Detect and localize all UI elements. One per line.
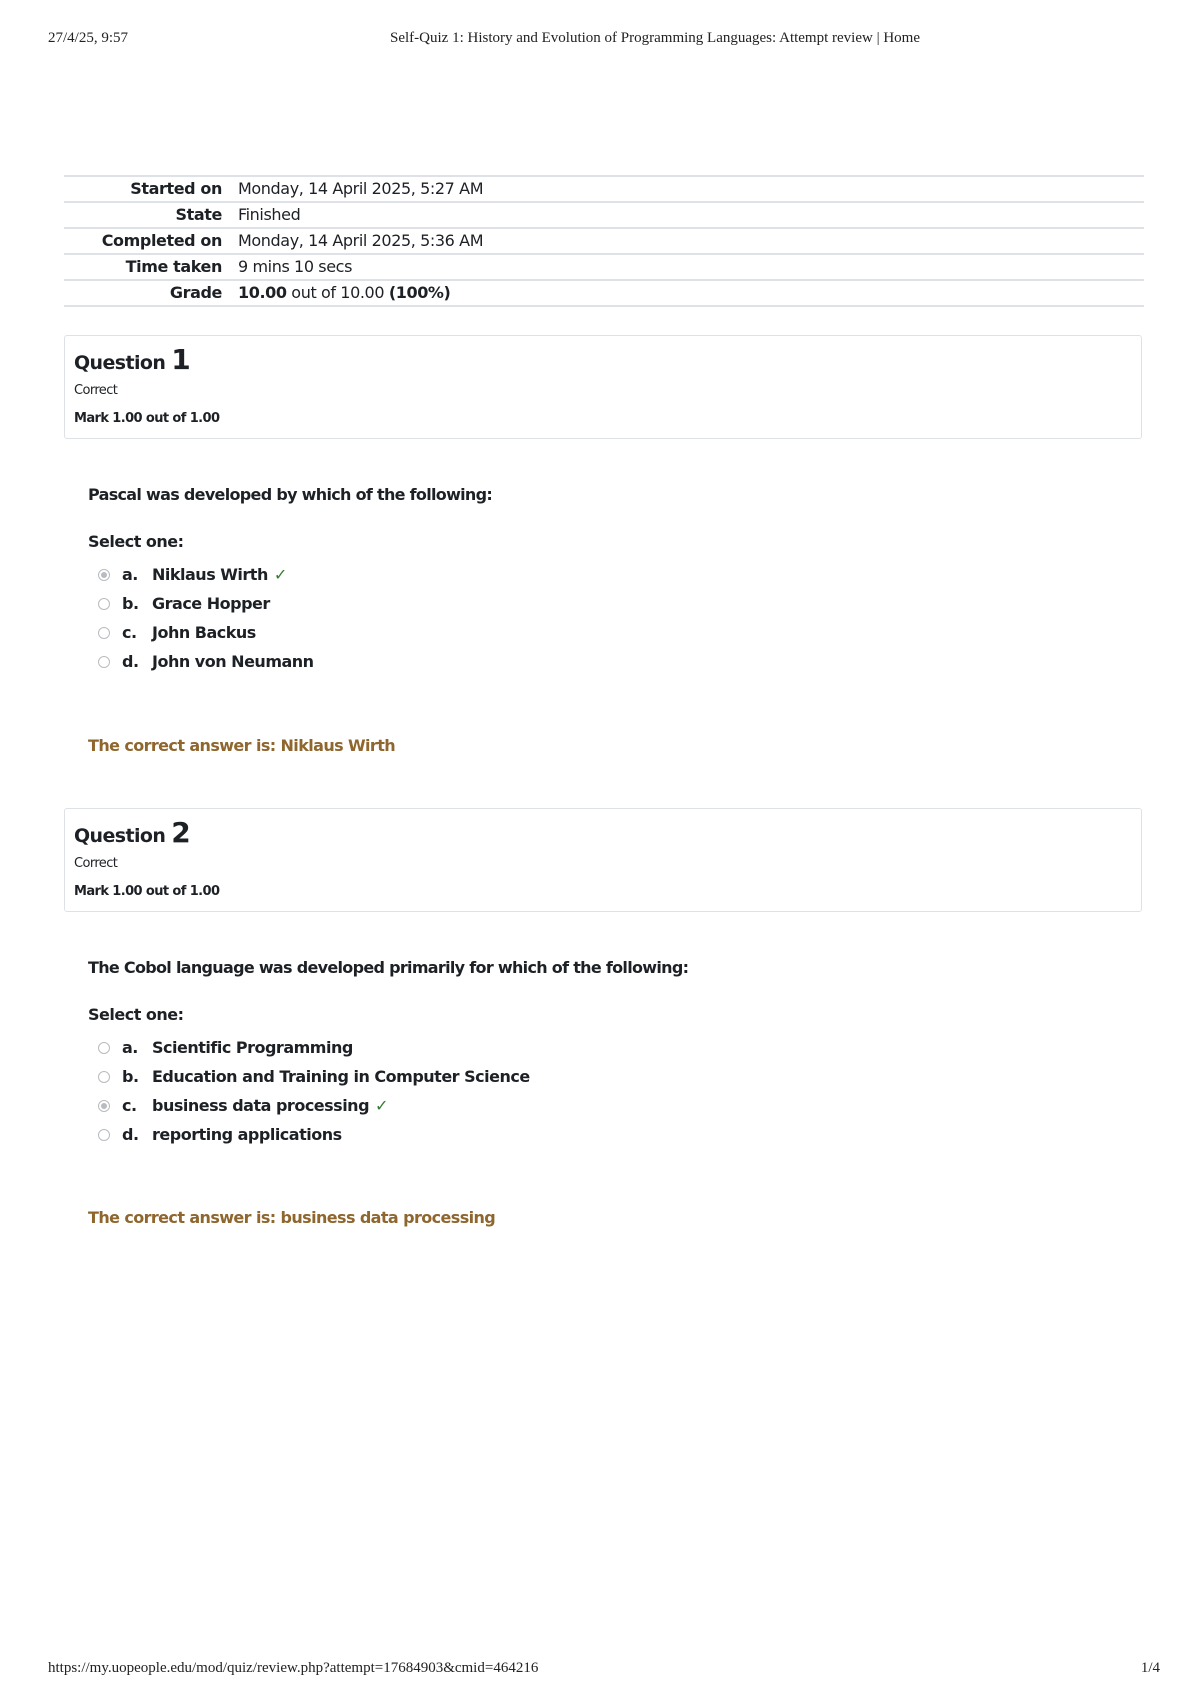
answer-list	[88, 1033, 1128, 1149]
summary-row-state	[64, 202, 1144, 228]
right-answer-feedback: The correct answer is: Niklaus Wirth	[88, 736, 396, 755]
question-number-value: 2	[171, 816, 191, 849]
check-icon: ✓	[273, 565, 287, 584]
question-2-info	[64, 808, 1142, 912]
answer-letter: d.	[122, 652, 139, 671]
answer-option[interactable]	[88, 618, 1128, 647]
radio-button[interactable]	[98, 656, 110, 668]
summary-value: Monday, 14 April 2025, 5:36 AM	[238, 228, 1144, 254]
radio-button[interactable]	[98, 1042, 110, 1054]
question-mark: Mark 1.00 out of 1.00	[74, 884, 220, 899]
summary-row-started	[64, 176, 1144, 202]
answer-option[interactable]	[88, 1062, 1128, 1091]
check-icon: ✓	[375, 1096, 388, 1115]
radio-button[interactable]	[98, 1071, 110, 1083]
summary-value: 9 mins 10 secs	[238, 254, 1144, 280]
answer-letter: d.	[122, 1125, 139, 1144]
radio-button-checked[interactable]	[98, 569, 110, 581]
answer-option[interactable]	[88, 560, 1128, 589]
answer-letter: c.	[122, 623, 137, 642]
answer-letter: c.	[122, 1096, 137, 1115]
select-one-prompt: Select one:	[88, 532, 184, 551]
question-number	[74, 344, 1132, 379]
answer-letter: b.	[122, 1067, 139, 1086]
question-number	[74, 817, 1132, 852]
question-1-content	[88, 483, 1128, 676]
summary-label: State	[64, 202, 238, 228]
answer-text: business data processing	[152, 1096, 370, 1115]
print-header-date: 27/4/25, 9:57	[48, 30, 129, 46]
answer-option[interactable]	[88, 1120, 1128, 1149]
print-header-title: Self-Quiz 1: History and Evolution of Programming Languages: Attempt review | Home	[390, 30, 920, 46]
summary-label: Time taken	[64, 254, 238, 280]
radio-button[interactable]	[98, 627, 110, 639]
right-answer-feedback: The correct answer is: business data processing	[88, 1208, 496, 1227]
attempt-summary-table	[64, 175, 1144, 307]
answer-option[interactable]	[88, 589, 1128, 618]
question-heading: Question	[74, 825, 172, 847]
question-state: Correct	[74, 383, 118, 398]
answer-text: Niklaus Wirth	[152, 565, 268, 584]
question-2-content	[88, 956, 1128, 1149]
answer-text: Grace Hopper	[152, 594, 270, 613]
radio-button[interactable]	[98, 1129, 110, 1141]
answer-text: Scientific Programming	[152, 1038, 353, 1057]
summary-row-grade	[64, 280, 1144, 306]
summary-label: Completed on	[64, 228, 238, 254]
answer-list	[88, 560, 1128, 676]
radio-button[interactable]	[98, 598, 110, 610]
answer-text: John von Neumann	[152, 652, 314, 671]
answer-option[interactable]	[88, 1033, 1128, 1062]
grade-percent: (100%)	[388, 283, 451, 302]
question-text: The Cobol language was developed primarily for which of the following:	[88, 958, 689, 977]
summary-row-time-taken	[64, 254, 1144, 280]
print-footer-page-number: 1/4	[1140, 1660, 1160, 1676]
summary-value: Finished	[238, 202, 1144, 228]
print-footer-url: https://my.uopeople.edu/mod/quiz/review.php?attempt=17684903&cmid=464216	[48, 1660, 539, 1676]
answer-text: John Backus	[152, 623, 256, 642]
question-mark: Mark 1.00 out of 1.00	[74, 411, 220, 426]
summary-label: Grade	[64, 280, 238, 306]
summary-label: Started on	[64, 176, 238, 202]
select-one-prompt: Select one:	[88, 1005, 184, 1024]
answer-text: Education and Training in Computer Science	[152, 1067, 530, 1086]
question-text: Pascal was developed by which of the following:	[88, 485, 493, 504]
grade-score: 10.00	[238, 283, 287, 302]
answer-letter: a.	[122, 1038, 138, 1057]
answer-option[interactable]	[88, 1091, 1128, 1120]
radio-button-checked[interactable]	[98, 1100, 110, 1112]
question-1-info	[64, 335, 1142, 439]
answer-letter: b.	[122, 594, 139, 613]
summary-value: Monday, 14 April 2025, 5:27 AM	[238, 176, 1144, 202]
question-heading: Question	[74, 352, 172, 374]
grade-value	[238, 280, 1144, 306]
summary-row-completed	[64, 228, 1144, 254]
question-number-value: 1	[171, 343, 191, 376]
answer-letter: a.	[122, 565, 138, 584]
answer-text: reporting applications	[152, 1125, 342, 1144]
grade-out-of: out of 10.00	[286, 283, 389, 302]
question-state: Correct	[74, 856, 118, 871]
answer-option[interactable]	[88, 647, 1128, 676]
